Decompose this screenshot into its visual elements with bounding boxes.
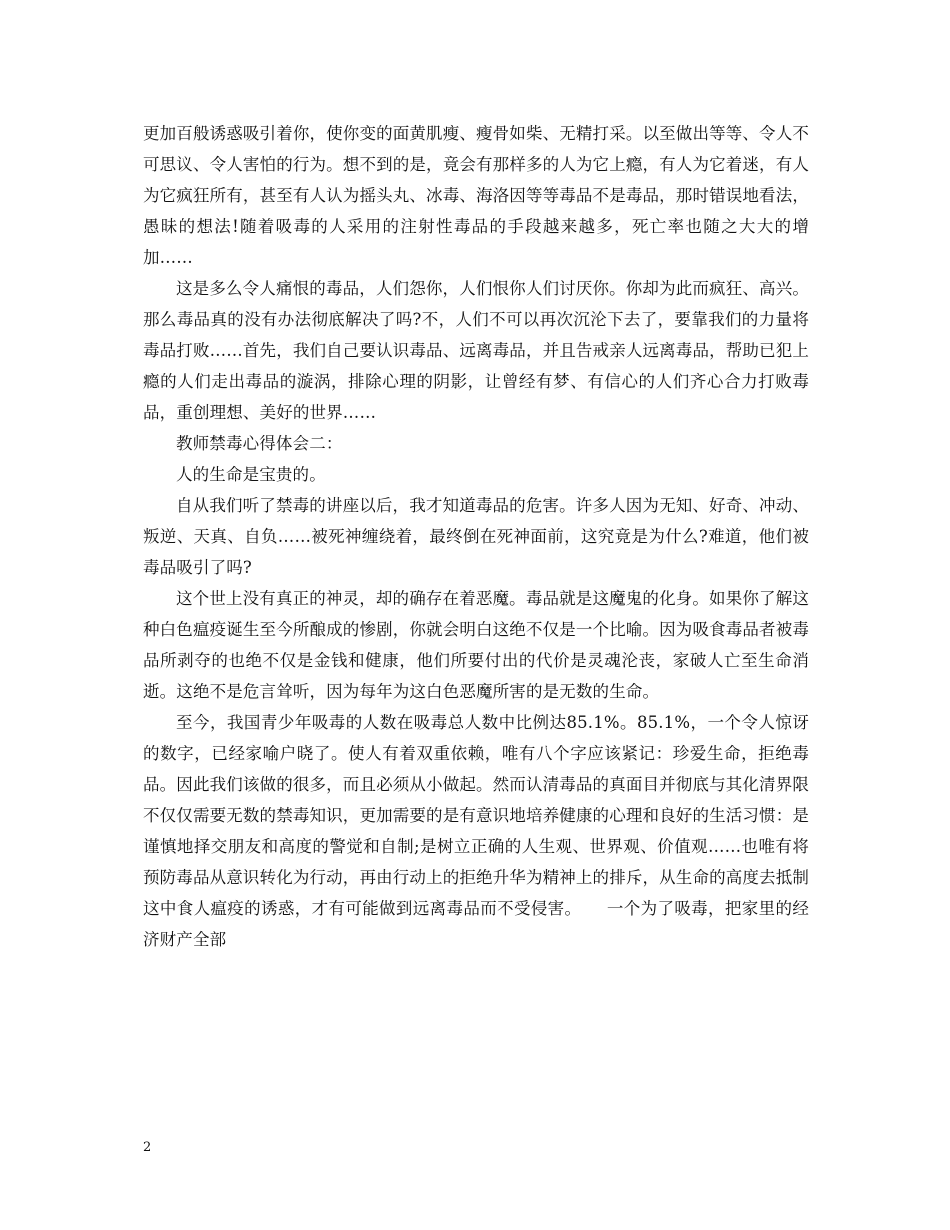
paragraph: 人的生命是宝贵的。 <box>176 465 326 484</box>
paragraph-continued: 更加百般诱惑吸引着你，使你变的面黄肌瘦、瘦骨如柴、无精打采。以至做出等等、令人不可思议、令人害怕的行为。想不到的是，竟会有那样多的人为它上瘾，有人为它着迷，有人为它疯狂所有，甚至有人认为摇头丸、冰毒、海洛因等等毒品不是毒品，那时错误地看法，愚昧的想法!随着吸毒的人采用的注射性毒品的手段越来越多，死亡率也随之大大的增加…… <box>143 124 809 267</box>
paragraph: 自从我们听了禁毒的讲座以后，我才知道毒品的危害。许多人因为无知、好奇、冲动、叛逆、天真、自负……被死神缠绕着，最终倒在死神面前，这究竟是为什么?难道，他们被毒品吸引了吗? <box>143 496 809 577</box>
page-number: 2 <box>143 1140 152 1155</box>
paragraph: 这个世上没有真正的神灵，却的确存在着恶魔。毒品就是这魔鬼的化身。如果你了解这种白色瘟疫诞生至今所酿成的惨剧，你就会明白这绝不仅是一个比喻。因为吸食毒品者被毒品所剥夺的也绝不仅是金钱和健康，他们所要付出的代价是灵魂沦丧，家破人亡至生命消逝。这绝不是危言耸听，因为每年为这白色恶魔所害的是无数的生命。 <box>143 589 809 701</box>
paragraph: 至今，我国青少年吸毒的人数在吸毒总人数中比例达85.1%。85.1%，一个令人惊讶的数字，已经家喻户晓了。使人有着双重依赖，唯有八个字应该紧记：珍爱生命，拒绝毒品。因此我们该做的很多，而且必须从小做起。然而认清毒品的真面目并彻底与其化清界限不仅仅需要无数的禁毒知识，更加需要的是有意识地培养健康的心理和良好的生活习惯：是谨慎地择交朋友和高度的警觉和自制;是树立正确的人生观、世界观、价值观……也唯有将预防毒品从意识转化为行动，再由行动上的拒绝升华为精神上的排斥，从生命的高度去抵制这中食人瘟疫的诱惑，才有可能做到远离毒品而不受侵害。 一个为了吸毒，把家里的经济财产全部 <box>143 713 809 949</box>
section-heading: 教师禁毒心得体会二： <box>176 434 343 453</box>
paragraph: 这是多么令人痛恨的毒品，人们怨你，人们恨你人们讨厌你。你却为此而疯狂、高兴。那么毒品真的没有办法彻底解决了吗?不，人们不可以再次沉沦下去了，要靠我们的力量将毒品打败……首先，我们自己要认识毒品、远离毒品，并且告戒亲人远离毒品，帮助已犯上瘾的人们走出毒品的漩涡，排除心理的阴影，让曾经有梦、有信心的人们齐心合力打败毒品，重创理想、美好的世界…… <box>143 279 809 422</box>
document-body <box>143 118 809 955</box>
